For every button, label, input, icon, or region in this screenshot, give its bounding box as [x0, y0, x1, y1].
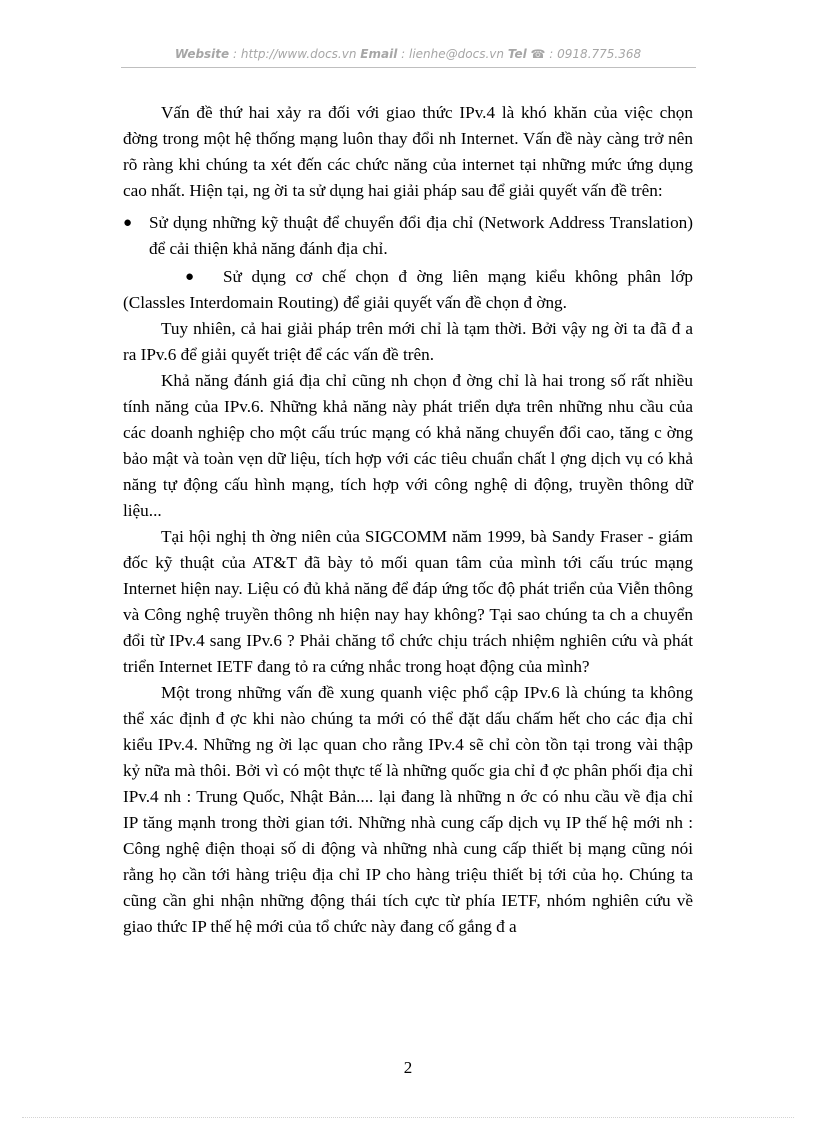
- bullet-item-1: [123, 210, 693, 262]
- header-divider: [121, 67, 696, 68]
- website-value: : http://www.docs.vn: [233, 47, 357, 61]
- footer-divider: [22, 1117, 794, 1118]
- bullet-dot-icon: ●: [185, 269, 195, 285]
- page-header: [0, 47, 816, 61]
- tel-value: ☎ : 0918.775.368: [530, 47, 642, 61]
- document-body: [123, 100, 693, 940]
- tel-label: Tel: [507, 47, 527, 61]
- bullet-text-1: Sử dụng những kỹ thuật để chuyển đổi địa chỉ (Network Address Translation) để cải thiện khả năng đánh địa chỉ.: [149, 213, 693, 258]
- bullet-item-2: [123, 264, 693, 316]
- page-number: 2: [403, 1058, 413, 1077]
- email-label: Email: [360, 47, 398, 61]
- bullet-text-2: Sử dụng cơ chế chọn đ ờng liên mạng kiểu không phân lớp (Classles Interdomain Routing) để giải quyết vấn đề chọn đ ờng.: [123, 267, 693, 312]
- paragraph-3: Khả năng đánh giá địa chỉ cũng nh chọn đ ờng chỉ là hai trong số rất nhiều tính năng của IPv.6. Những khả năng này phát triển dựa trên những nhu cầu của các doanh nghiệp cho một cấu trúc mạng có khả năng chuyển đổi cao, tăng c ờng bảo mật và toàn vẹn dữ liệu, tích hợp với các tiêu chuẩn chất l ợng dịch vụ có khả năng tự động cấu hình mạng, tích hợp với công nghệ di động, truyền thông dữ liệu...: [123, 371, 693, 520]
- paragraph-5: Một trong những vấn đề xung quanh việc phổ cập IPv.6 là chúng ta không thể xác định đ ợc khi nào chúng ta mới có thể đặt dấu chấm hết cho các địa chỉ kiểu IPv.4. Những ng ời lạc quan cho rằng IPv.4 sẽ chỉ còn tồn tại trong vài thập kỷ nữa mà thôi. Bởi vì có một thực tế là những quốc gia chỉ đ ợc phân phối địa chỉ IPv.4 nh : Trung Quốc, Nhật Bản.... lại đang là những n ớc có nhu cầu về địa chỉ IP tăng mạnh trong thời gian tới. Những nhà cung cấp dịch vụ IP thế hệ mới nh : Công nghệ điện thoại số di động và những nhà cung cấp thiết bị mạng cũng nói rằng họ cần tới hàng triệu địa chỉ IP cho hàng triệu thiết bị tới của họ. Chúng ta cũng cần ghi nhận những động thái tích cực từ phía IETF, nhóm nghiên cứu về giao thức IP thế hệ mới của tổ chức này đang cố gắng đ a: [123, 683, 693, 936]
- paragraph-4: Tại hội nghị th ờng niên của SIGCOMM năm 1999, bà Sandy Fraser - giám đốc kỹ thuật của AT&T đã bày tỏ mối quan tâm của mình tới cấu trúc mạng Internet hiện nay. Liệu có đủ khả năng để đáp ứng tốc độ phát triển của Viễn thông và Công nghệ truyền thông nh hiện nay hay không? Tại sao chúng ta ch a chuyển đổi từ IPv.4 sang IPv.6 ? Phải chăng tổ chức chịu trách nhiệm nghiên cứu và phát triển Internet IETF đang tỏ ra cứng nhắc trong hoạt động của mình?: [123, 527, 693, 676]
- email-value: : lienhe@docs.vn: [401, 47, 504, 61]
- paragraph-2: Tuy nhiên, cả hai giải pháp trên mới chỉ là tạm thời. Bởi vậy ng ời ta đã đ a ra IPv.6 để giải quyết triệt để các vấn đề trên.: [123, 319, 693, 364]
- paragraph-1: Vấn đề thứ hai xảy ra đối với giao thức IPv.4 là khó khăn của việc chọn đờng trong một hệ thống mạng luôn thay đổi nh Internet. Vấn đề này càng trở nên rõ ràng khi chúng ta xét đến các chức năng của internet tại những mức ứng dụng cao nhất. Hiện tại, ng ời ta sử dụng hai giải pháp sau để giải quyết vấn đề trên:: [123, 103, 693, 200]
- website-label: Website: [174, 47, 230, 61]
- bullet-dot-icon: ●: [123, 215, 133, 231]
